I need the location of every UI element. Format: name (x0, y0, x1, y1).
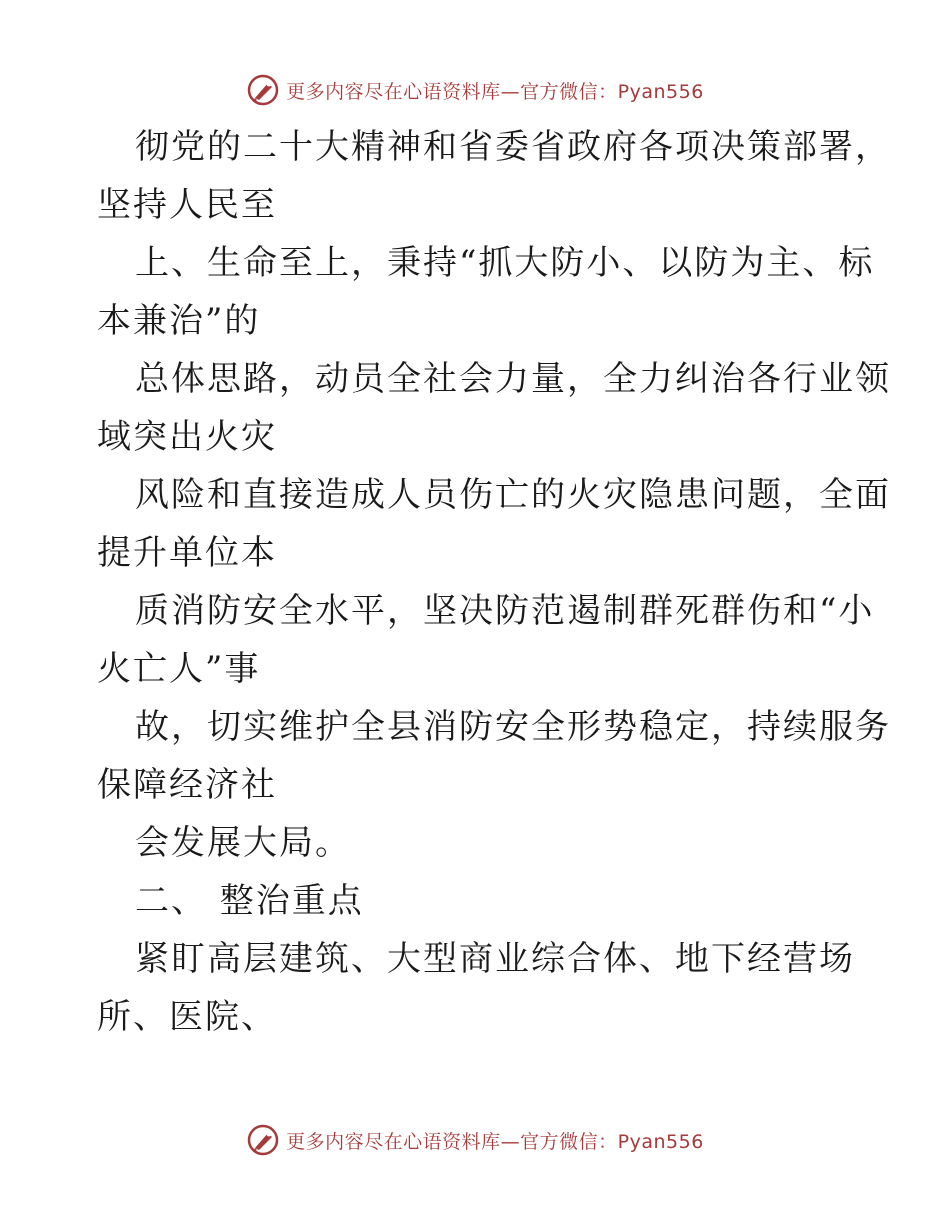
text-line: 本兼治”的 (97, 301, 261, 341)
text-line: 所、医院、 (97, 997, 277, 1037)
pen-nib-logo-icon (246, 1123, 280, 1157)
header-watermark (0, 70, 950, 110)
text-line: 坚持人民至 (97, 185, 277, 225)
text-line: 风险和直接造成人员伤亡的火灾隐患问题，全面 (135, 475, 891, 515)
text-line: 提升单位本 (97, 533, 277, 573)
text-line: 火亡人”事 (97, 649, 261, 689)
pen-nib-logo-icon (246, 73, 280, 107)
text-line: 域突出火灾 (97, 417, 277, 457)
text-line: 上、生命至上，秉持“抓大防小、以防为主、标 (135, 243, 875, 283)
text-line: 彻党的二十大精神和省委省政府各项决策部署， (135, 127, 891, 167)
document-body (97, 118, 891, 1046)
watermark-text: 更多内容尽在心语资料库—官方微信：Pyan556 (286, 1130, 704, 1153)
text-line: 保障经济社 (97, 765, 277, 805)
text-line: 会发展大局。 (135, 823, 351, 863)
watermark-text: 更多内容尽在心语资料库—官方微信：Pyan556 (286, 80, 704, 103)
section-heading: 二、 整治重点 (135, 881, 364, 921)
footer-watermark (0, 1120, 950, 1160)
text-line: 紧盯高层建筑、大型商业综合体、地下经营场 (135, 939, 855, 979)
text-line: 质消防安全水平，坚决防范遏制群死群伤和“小 (135, 591, 875, 631)
text-line: 总体思路，动员全社会力量，全力纠治各行业领 (135, 359, 891, 399)
text-line: 故，切实维护全县消防安全形势稳定，持续服务 (135, 707, 891, 747)
